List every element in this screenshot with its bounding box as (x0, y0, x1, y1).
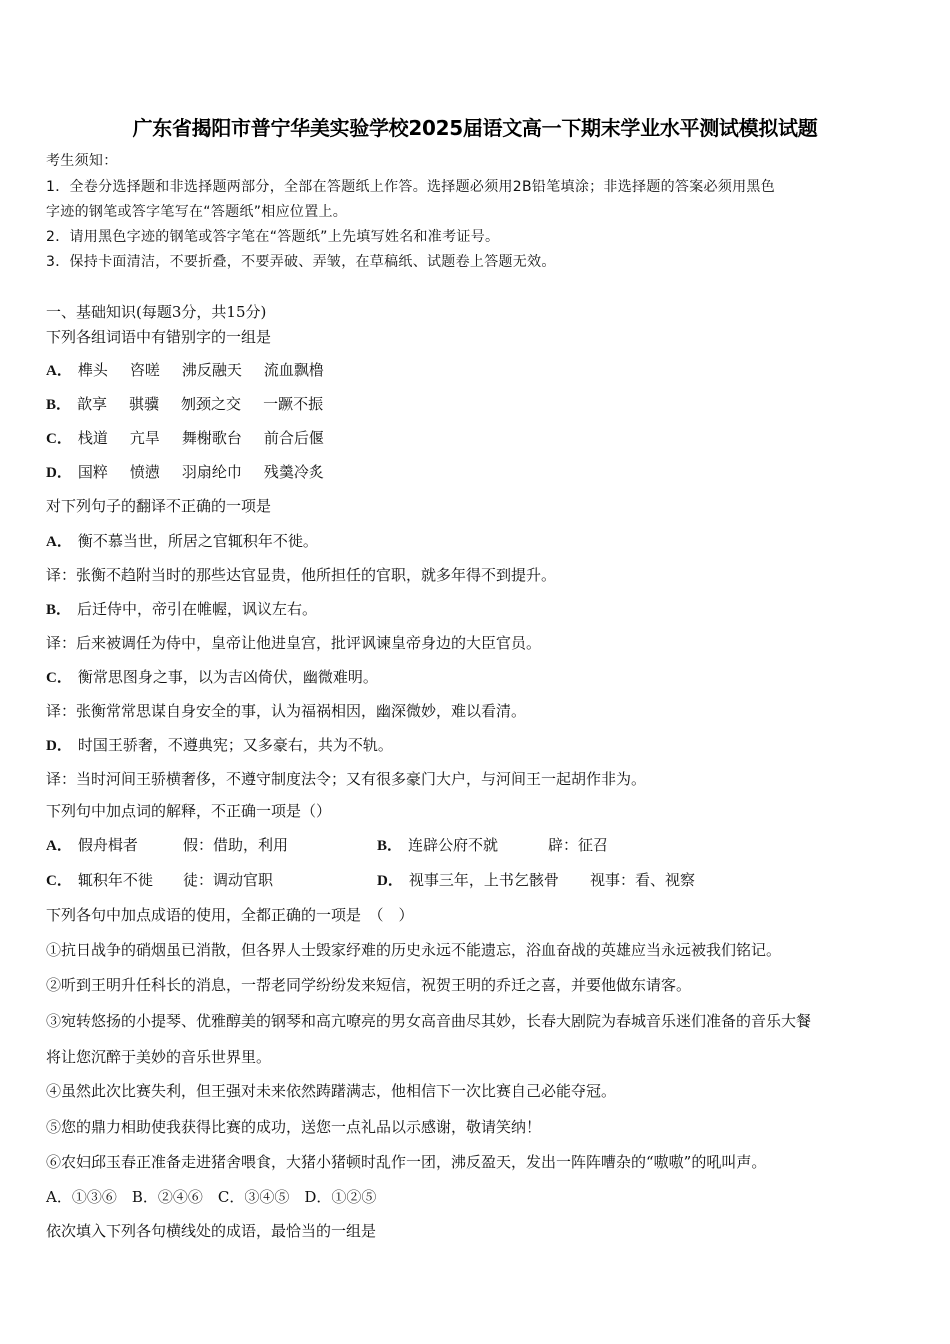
option-sentence: 辄积年不徙 (77, 871, 153, 889)
question-3-option-a (46, 835, 138, 856)
question-2-option-d (46, 735, 393, 756)
question-1-stem: 下列各组词语中有错别字的一组是 (46, 328, 272, 346)
notice-heading: 考生须知： (46, 153, 118, 169)
option-sentence: 连辟公府不就 (408, 836, 499, 854)
question-1-option-b (46, 394, 323, 415)
question-2-option-b (46, 599, 317, 620)
question-4-sentence-4: ④虽然此次比赛失利，但王强对未来依然踌躇满志，他相信下一次比赛自己必能夺冠。 (46, 1082, 617, 1100)
document-title: 广东省揭阳市普宁华美实验学校2025届语文高一下期末学业水平测试模拟试题 (132, 116, 818, 140)
option-text: 衡不慕当世，所居之官辄积年不徙。 (77, 532, 318, 550)
option-text: 时国王骄奢，不遵典宪；又多豪右，共为不轨。 (77, 736, 393, 754)
question-2-translation-a: 译：张衡不趋附当时的那些达官显贵，他所担任的官职，就多年得不到提升。 (46, 566, 557, 584)
option-letter: D． (377, 873, 403, 889)
question-2-translation-d: 译：当时河间王骄横奢侈，不遵守制度法令；又有很多豪门大户，与河间王一起胡作非为。 (46, 770, 647, 788)
notice-item-3: 3．保持卡面清洁，不要折叠，不要弄破、弄皱，在草稿纸、试题卷上答题无效。 (46, 254, 556, 270)
notice-item-1-cont: 字迹的钢笔或答字笔写在“答题纸”相应位置上。 (46, 204, 348, 220)
option-word: 沸反融天 (181, 361, 242, 379)
question-3-stem: 下列句中加点词的解释，不正确一项是（） (46, 802, 332, 820)
section-heading: 一、基础知识(每题3分，共15分) (46, 303, 267, 321)
question-4-sentence-3-cont: 将让您沉醉于美妙的音乐世界里。 (46, 1048, 272, 1066)
question-3-option-b (377, 835, 498, 856)
option-word: 榫头 (77, 361, 108, 379)
option-sentence: 假舟楫者 (77, 836, 138, 854)
question-2-translation-c: 译：张衡常常思谋自身安全的事，认为福祸相因，幽深微妙，难以看清。 (46, 702, 527, 720)
question-4-sentence-6: ⑥农妇邱玉春正准备走进猪舍喂食，大猪小猪顿时乱作一团，沸反盈天，发出一阵阵嘈杂的“嗷嗷”的吼叫声。 (46, 1153, 767, 1171)
option-word: 流血飘橹 (263, 361, 324, 379)
option-word: 舞榭歌台 (181, 429, 242, 447)
question-3-gloss-a: 假：借助，利用 (183, 836, 289, 854)
question-4-answers: A．①③⑥ B．②④⑥ C．③④⑤ D．①②⑤ (46, 1188, 377, 1206)
question-4-sentence-3: ③宛转悠扬的小提琴、优雅醇美的钢琴和高亢嘹亮的男女高音曲尽其妙，长春大剧院为春城音乐迷们准备的音乐大餐 (46, 1012, 812, 1030)
option-letter: C． (46, 431, 72, 447)
option-word: 一蹶不振 (263, 395, 324, 413)
option-word: 残羹冷炙 (263, 463, 324, 481)
option-word: 国粹 (77, 463, 108, 481)
option-text: 后迁侍中，帝引在帷幄，讽议左右。 (77, 600, 318, 618)
question-3-gloss-d: 视事：看、视察 (590, 871, 696, 889)
option-text: 衡常思图身之事，以为吉凶倚伏，幽微难明。 (77, 668, 378, 686)
option-word: 羽扇纶巾 (181, 463, 242, 481)
option-letter: A． (46, 363, 72, 379)
question-4-sentence-1: ①抗日战争的硝烟虽已消散，但各界人士毁家纾难的历史永远不能遗忘，浴血奋战的英雄应当永远被我们铭记。 (46, 941, 782, 959)
option-letter: A． (46, 838, 72, 854)
option-word: 愤懑 (129, 463, 160, 481)
question-4-stem: 下列各句中加点成语的使用，全都正确的一项是 （ ） (46, 906, 414, 924)
question-1-option-d (46, 462, 324, 483)
option-word: 咨嗟 (129, 361, 160, 379)
option-word: 歆享 (77, 395, 108, 413)
question-2-translation-b: 译：后来被调任为侍中，皇帝让他进皇宫，批评讽谏皇帝身边的大臣官员。 (46, 634, 542, 652)
notice-item-2: 2．请用黑色字迹的钢笔或答字笔在“答题纸”上先填写姓名和准考证号。 (46, 229, 500, 245)
notice-item-1: 1．全卷分选择题和非选择题两部分，全部在答题纸上作答。选择题必须用2B铅笔填涂；非选择题的答案必须用黑色 (46, 179, 776, 195)
question-3-option-d (377, 870, 559, 891)
question-1-option-c (46, 428, 324, 449)
option-word: 栈道 (77, 429, 108, 447)
option-letter: C． (46, 873, 72, 889)
option-sentence: 视事三年，上书乞骸骨 (408, 871, 559, 889)
question-1-option-a (46, 360, 324, 381)
option-letter: C． (46, 670, 72, 686)
question-3-option-c (46, 870, 153, 891)
option-word: 亢旱 (129, 429, 160, 447)
question-3-gloss-c: 徒：调动官职 (183, 871, 274, 889)
option-word: 前合后偃 (263, 429, 324, 447)
question-4-sentence-5: ⑤您的鼎力相助使我获得比赛的成功，送您一点礼品以示感谢，敬请笑纳！ (46, 1118, 542, 1136)
option-letter: B． (46, 397, 72, 413)
question-2-option-c (46, 667, 378, 688)
option-letter: B． (46, 602, 72, 618)
option-word: 刎颈之交 (181, 395, 242, 413)
question-3-gloss-b: 辟：征召 (548, 836, 609, 854)
question-5-stem: 依次填入下列各句横线处的成语，最恰当的一组是 (46, 1222, 377, 1240)
option-letter: A． (46, 534, 72, 550)
question-4-sentence-2: ②听到王明升任科长的消息，一帮老同学纷纷发来短信，祝贺王明的乔迁之喜，并要他做东请客。 (46, 976, 692, 994)
option-word: 骐骥 (129, 395, 160, 413)
question-2-option-a (46, 531, 318, 552)
option-letter: D． (46, 465, 72, 481)
option-letter: B． (377, 838, 403, 854)
option-letter: D． (46, 738, 72, 754)
question-2-stem: 对下列句子的翻译不正确的一项是 (46, 497, 272, 515)
